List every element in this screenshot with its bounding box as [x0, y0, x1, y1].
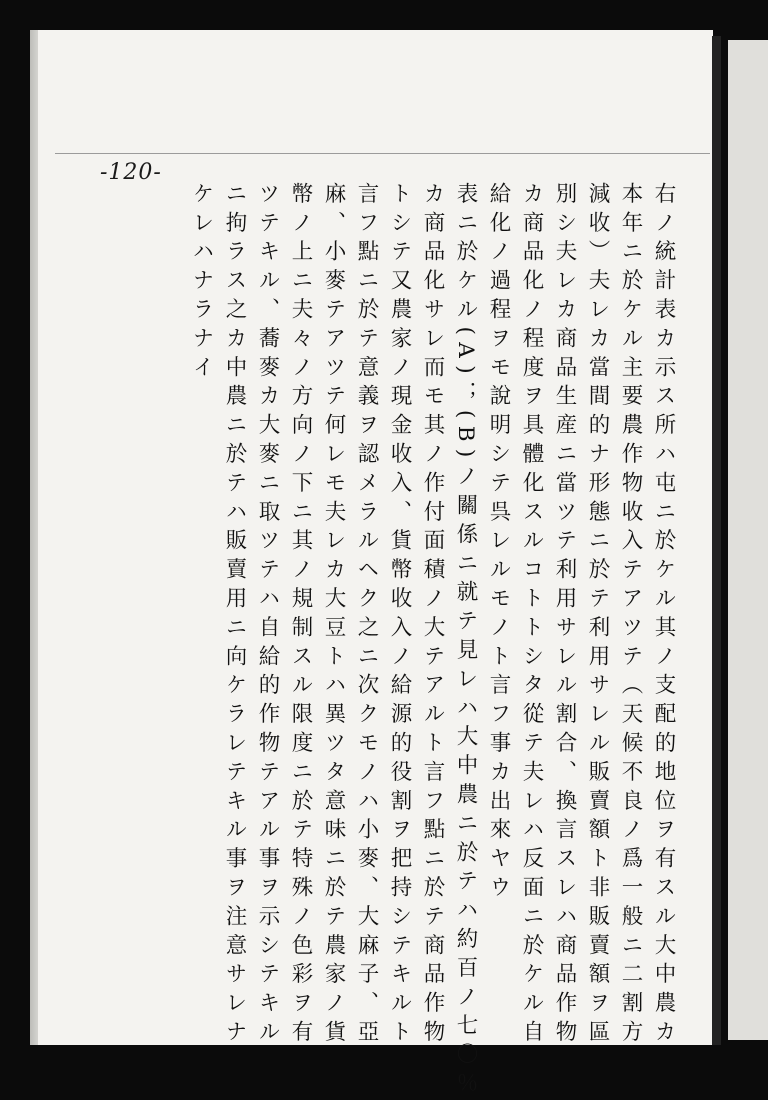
book-spine: [712, 36, 721, 1045]
text-line: ツテキル、蕎麥カ大麥ニ取ツテハ自給的作物テアル事ヲ示シテキル: [255, 182, 280, 1049]
text-line: 本年ニ於ケル主要農作物收入テアツテ（天候不良ノ爲一般ニ二割方: [618, 182, 643, 1049]
text-line: 別シ夫レカ商品生産ニ當ツテ利用サレル割合、換言スレハ商品作物: [552, 182, 577, 1049]
vertical-text-block: [120, 182, 680, 1100]
next-page-edge: [728, 40, 768, 1040]
text-line: 減收）夫レカ當間的ナ形態ニ於テ利用サレル販賣額ト非販賣額ヲ區: [585, 182, 610, 1049]
text-line: ケレハナラナイ: [189, 182, 214, 385]
text-line: 給化ノ過程ヲモ說明シテ呉レルモノト言フ事カ出來ヤウ: [486, 182, 511, 905]
text-line: 言フ點ニ於テ意義ヲ認メラルヘク之ニ次クモノハ小麥、大麻子、亞: [354, 182, 379, 1049]
text-line: カ商品化ノ程度ヲ具體化スルコトトシタ從テ夫レハ反面ニ於ケル自: [519, 182, 544, 1049]
text-line: 幣ノ上ニ夫々ノ方向ノ下ニ其ノ規制スル限度ニ於テ特殊ノ色彩ヲ有: [288, 182, 313, 1049]
header-rule: [55, 153, 710, 154]
text-line: トシテ又農家ノ現金收入、貨幣收入ノ給源的役割ヲ把持シテキルト: [387, 182, 412, 1049]
text-line: カ商品化サレ而モ其ノ作付面積ノ大テアルト言フ點ニ於テ商品作物: [420, 182, 445, 1049]
page-number: -120-: [100, 160, 162, 185]
text-line: 表ニ於ケル(A)；(B)ノ關係ニ就テ見レハ大中農ニ於テハ約百ノ七〇％: [453, 182, 478, 1100]
text-line: ニ拘ラス之カ中農ニ於テハ販賣用ニ向ケラレテキル事ヲ注意サレナ: [222, 182, 247, 1049]
text-line: 麻、小麥テアツテ何レモ夫レカ大豆トハ異ツタ意味ニ於テ農家ノ貨: [321, 182, 346, 1049]
text-line: 右ノ統計表カ示ス所ハ屯ニ於ケル其ノ支配的地位ヲ有スル大中農カ: [651, 182, 676, 1049]
